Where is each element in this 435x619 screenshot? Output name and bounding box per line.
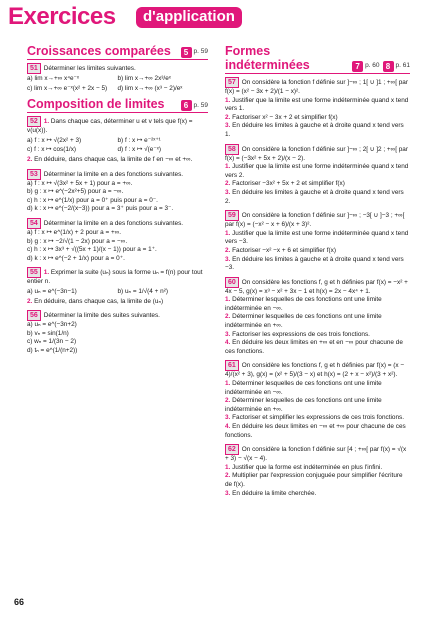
question-text: Factoriser les expressions de ces trois fonctions. — [232, 330, 370, 338]
question-number: 1. — [225, 296, 233, 304]
right-column — [225, 44, 410, 502]
question-text: Factoriser −x² −x + 6 et simplifier f(x) — [232, 246, 336, 254]
question-number: 3. — [225, 188, 233, 196]
question-text: Déterminer lesquelles de ces fonctions ont une limite indéterminée en −∞. — [225, 296, 382, 312]
exercise-60 — [225, 277, 410, 357]
item-a: a) uₙ = e^(−3n+2) — [27, 321, 77, 329]
question-number: 1. — [225, 163, 233, 171]
question-number: 3. — [225, 255, 233, 263]
section-formes-indeterminees — [225, 44, 410, 74]
item-d: d) k : x ↦ e^(−2/(x−3)) pour a = 3⁺ puis pour a = 3⁻. — [27, 205, 174, 213]
exercise-53 — [27, 169, 208, 214]
item-a: a) f : x ↦ e^(1/x) + 2 pour a = +∞. — [27, 228, 122, 236]
exercise-number: 55 — [27, 267, 41, 278]
question-number: 4. — [225, 423, 233, 430]
question-number: 3. — [225, 489, 233, 497]
exercise-number: 51 — [27, 63, 41, 74]
page-title: Exercices — [8, 3, 116, 30]
exercise-52 — [27, 116, 208, 164]
item-a: a) lim x→+∞ x⁴e⁻ˣ — [27, 75, 80, 82]
lesson-ref-icon: 5 — [181, 47, 192, 58]
exercise-number: 58 — [225, 144, 239, 155]
question-text: Factoriser et simplifier les expressions de ces trois fonctions. — [232, 414, 405, 422]
exercise-51 — [27, 63, 208, 93]
section-croissances-comparees — [27, 44, 208, 60]
question-text: En déduire les deux limites en −∞ et +∞ pour chacune de ces fonctions. — [225, 423, 406, 439]
question-number: 3. — [225, 330, 233, 338]
item-b: b) vₙ = sin(1/n) — [27, 329, 69, 337]
question-number: 1. — [225, 380, 233, 388]
lesson-ref-icon: 6 — [181, 100, 192, 111]
question-text: En déduire les limites à gauche et à droite quand x tend vers 1. — [225, 122, 404, 138]
exercise-statement: On considère les fonctions f, g et h définies par f(x) = −x² + 4x − 5, g(x) = x³ − x² + 3x − 1 et h(x) = 2x − 4x⁴ + 1. — [225, 278, 408, 295]
item-a: a) f : x ↦ √(2x² + 3) — [27, 136, 82, 144]
exercise-59 — [225, 210, 410, 273]
lesson-ref-icon: 8 — [383, 61, 394, 72]
exercise-statement: Déterminer les limites suivantes. — [43, 65, 136, 72]
question-number: 2. — [225, 113, 233, 121]
exercise-statement: On considère la fonction f définie sur ]−∞ ; 1[ ∪ ]1 ; +∞[ par f(x) = (x² − 3x + 2)/(1 − x)². — [225, 79, 408, 95]
question-number: 1. — [43, 269, 51, 277]
question-text: Déterminer lesquelles de ces fonctions ont une limite indéterminée en +∞. — [225, 313, 382, 330]
item-c: c) lim x→+∞ e⁻ˣ(x² + 2x − 5) — [27, 84, 108, 92]
item-b: b) uₙ = 1/√(4 + n²) — [117, 287, 168, 295]
question-number: 4. — [225, 339, 233, 347]
item-d: d) f : x ↦ √(e⁻ˣ) — [117, 146, 161, 154]
exercise-number: 59 — [225, 210, 239, 221]
question-text: En déduire la limite cherchée. — [232, 489, 317, 497]
page-header — [0, 0, 435, 36]
question-number: 3. — [225, 414, 233, 422]
question-text: En déduire les limites à gauche et à droite quand x tend vers 2. — [225, 188, 404, 205]
question-number: 2. — [225, 246, 233, 254]
exercise-62 — [225, 444, 410, 498]
question-text: Multiplier par l'expression conjuguée pour simplifier l'écriture de f(x). — [225, 472, 403, 488]
question-text: Déterminer lesquelles de ces fonctions ont une limite indéterminée en −∞. — [225, 380, 382, 396]
item-d: d) tₙ = e^(1/(n+2)) — [27, 346, 78, 354]
exercise-number: 52 — [27, 116, 41, 127]
question-text: Justifier que la limite est une forme indéterminée quand x tend vers −3. — [225, 229, 409, 246]
exercise-number: 62 — [225, 444, 239, 455]
left-column — [27, 44, 208, 359]
item-a: a) uₙ = e^(−3n−1) — [27, 287, 77, 295]
exercise-55 — [27, 267, 208, 306]
question-text: En déduire, dans chaque cas, la limite de f en −∞ et +∞. — [34, 155, 193, 163]
item-d: d) lim x→+∞ (x³ − 2)/eˣ — [117, 84, 183, 92]
section-title: Formes indéterminées — [225, 44, 310, 72]
exercise-58 — [225, 144, 410, 207]
exercise-61 — [225, 360, 410, 440]
question-text: Justifier que la limite est une forme indéterminée quand x tend vers 1. — [225, 96, 409, 113]
section-title: Croissances comparées — [27, 44, 171, 58]
question-number: 2. — [225, 180, 233, 188]
page-number: 66 — [14, 597, 25, 607]
lesson-ref-page: p. 59 — [193, 48, 208, 56]
question-number: 2. — [225, 472, 233, 480]
question-text: Factoriser x² − 3x + 2 et simplifier f(x) — [232, 113, 338, 121]
lesson-ref-page: p. 60 — [365, 62, 380, 70]
question-number: 2. — [27, 297, 35, 305]
header-badge: d'application — [136, 7, 242, 28]
question-number: 1. — [225, 229, 233, 237]
exercise-number: 57 — [225, 77, 239, 88]
exercise-statement: On considère la fonction f définie sur ]−∞ ; −3[ ∪ ]−3 ; +∞[ par f(x) = (−x² − x + 6)/(x + 3)². — [225, 212, 405, 229]
item-c: c) f : x ↦ cos(1/x) — [27, 146, 77, 154]
lesson-ref-page: p. 61 — [395, 62, 410, 70]
item-b: b) g : x ↦ −2/√(1 − 2x) pour a = −∞. — [27, 237, 128, 245]
question-text: Justifier que la forme est indéterminée en plus l'infini. — [232, 463, 383, 471]
question-number: 2. — [225, 313, 233, 321]
question-text: Exprimer la suite (uₙ) sous la forme uₙ = f(n) pour tout entier n. — [27, 269, 203, 286]
question-text: En déduire les deux limites en +∞ et en −∞ pour chacune de ces fonctions. — [225, 339, 403, 355]
section-composition-de-limites — [27, 97, 208, 113]
lesson-ref-page: p. 59 — [193, 101, 208, 109]
question-number: 1. — [225, 463, 233, 471]
question-number: 3. — [225, 122, 233, 130]
question-number: 2. — [225, 397, 233, 405]
question-text: Déterminer lesquelles de ces fonctions ont une limite indéterminée en +∞. — [225, 397, 382, 413]
item-b: b) g : x ↦ e^(−2x²+5) pour a = −∞. — [27, 188, 124, 196]
exercise-statement: Déterminer la limite en a des fonctions suivantes. — [43, 219, 184, 227]
exercise-statement: Déterminer la limite en a des fonctions suivantes. — [43, 170, 184, 178]
exercise-57 — [225, 77, 410, 140]
item-c: c) wₙ = 1/(3n − 2) — [27, 338, 77, 346]
question-text: Justifier que la limite est une forme indéterminée quand x tend vers 2. — [225, 163, 409, 179]
item-d: d) k : x ↦ e^(−2 + 1/x) pour a = 0⁺. — [27, 254, 125, 262]
question-text: Dans chaque cas, déterminer u et v tels que f(x) = v(u(x)). — [27, 118, 193, 135]
section-title: Composition de limites — [27, 97, 165, 112]
exercise-54 — [27, 218, 208, 263]
question-number: 2. — [27, 155, 35, 163]
item-c: c) h : x ↦ 3x³ + √((5x + 1)/(x − 1)) pour a = 1⁺. — [27, 246, 157, 254]
question-text: En déduire les limites à gauche et à droite quand x tend vers −3. — [225, 255, 404, 272]
item-a: a) f : x ↦ √(3x² + 5x + 1) pour a = +∞. — [27, 179, 133, 187]
lesson-ref-icon: 7 — [352, 61, 363, 72]
item-b: b) lim x→+∞ 2x³/eˣ — [117, 75, 171, 82]
question-number: 1. — [43, 118, 51, 126]
exercise-number: 56 — [27, 310, 41, 321]
question-number: 1. — [225, 96, 233, 104]
exercise-number: 60 — [225, 277, 239, 288]
exercise-statement: On considère la fonction f définie sur ]−∞ ; 2[ ∪ ]2 ; +∞[ par f(x) = (−3x² + 5x + 2)/(x − 2). — [225, 145, 408, 162]
question-text: Factoriser −3x² + 5x + 2 et simplifier f(x) — [232, 180, 345, 188]
exercise-number: 54 — [27, 218, 41, 229]
exercise-statement: On considère les fonctions f, g et h définies par f(x) = (x − 4)/(x² + 3), g(x) = (x² + 5)/(3 − x) et h(x) = (2 + x − x²)/(3 + x²). — [225, 362, 405, 379]
question-text: En déduire, dans chaque cas, la limite de (uₙ) — [34, 297, 164, 305]
exercise-number: 61 — [225, 360, 239, 371]
exercise-number: 53 — [27, 169, 41, 180]
exercise-56 — [27, 310, 208, 355]
exercise-statement: Déterminer la limite des suites suivantes. — [43, 312, 160, 320]
item-b: b) f : x ↦ e⁻²ˣ⁺¹ — [117, 136, 161, 144]
item-c: c) h : x ↦ e^(1/x) pour a = 0⁺ puis pour a = 0⁻. — [27, 196, 158, 204]
exercise-statement: On considère la fonction f définie sur [4 ; +∞[ par f(x) = √(x + 3) − √(x − 4). — [225, 446, 407, 463]
